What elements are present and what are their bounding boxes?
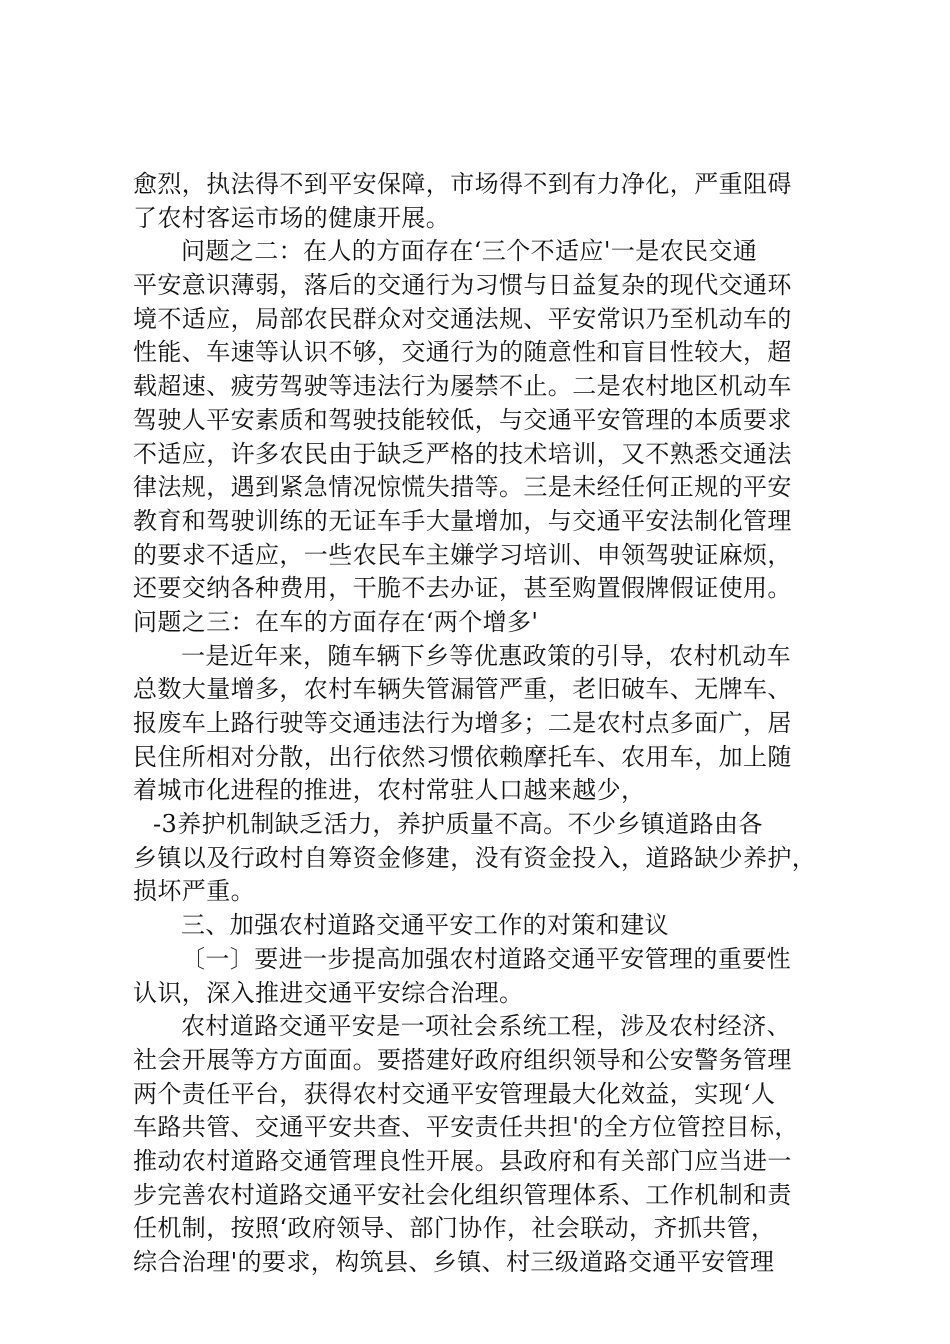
text-line: 报废车上路行驶等交通违法行为增多；二是农村点多面广，居 <box>133 709 792 737</box>
text-line: 着城市化进程的推进，农村常驻人口越来越少， <box>133 776 646 805</box>
text-line: 性能、车速等认识不够，交通行为的随意性和盲目性较大，超 <box>133 338 792 367</box>
text-line: 的要求不适应，一些农民车主嫌学习培训、申领驾驶证麻烦， <box>133 540 792 569</box>
text-line: 载超速、疲劳驾驶等违法行为屡禁不止。二是农村地区机动车 <box>133 372 792 401</box>
text-line: 平安意识薄弱，落后的交通行为习惯与日益复杂的现代交通环 <box>133 271 792 300</box>
text-line: 驾驶人平安素质和驾驶技能较低，与交通平安管理的本质要求 <box>133 405 792 434</box>
text-line: 综合治理'的要求，构筑县、乡镇、村三级道路交通平安管理 <box>133 1248 775 1276</box>
text-line: 任机制，按照‘政府领导、部门协作，社会联动，齐抓共管， <box>133 1214 776 1243</box>
text-line: 社会开展等方方面面。要搭建好政府组织领导和公安警务管理 <box>133 1045 792 1074</box>
text-line: 了农村客运市场的健康开展。 <box>133 203 451 232</box>
subsection-heading-line: 〔一〕要进一步提高加强农村道路交通平安管理的重要性 <box>181 944 791 973</box>
paragraph-start-line: 问题之二：在人的方面存在‘三个不适应'一是农民交通 <box>181 237 758 266</box>
text-line: 总数大量增多，农村车辆失管漏管严重，老旧破车、无牌车、 <box>133 675 792 704</box>
text-line: 车路共管、交通平安共查、平安责任共担'的全方位管控目标， <box>133 1113 799 1142</box>
paragraph-start-line: 一是近年来，随车辆下乡等优惠政策的引导，农村机动车 <box>181 641 791 670</box>
section-heading-line: 问题之三：在车的方面存在‘两个增多' <box>133 607 539 636</box>
text-line: 乡镇以及行政村自筹资金修建，没有资金投入，道路缺少养护， <box>133 843 817 872</box>
text-line: 还要交纳各种费用，干脆不去办证，甚至购置假牌假证使用。 <box>133 574 792 603</box>
text-line: 不适应，许多农民由于缺乏严格的技术培训，又不熟悉交通法 <box>133 439 792 468</box>
text-line: 推动农村道路交通管理良性开展。县政府和有关部门应当进一 <box>133 1146 792 1175</box>
paragraph-start-line: 农村道路交通平安是一项社会系统工程，涉及农村经济、 <box>181 1012 791 1041</box>
text-line: 境不适应，局部农民群众对交通法规、平安常识乃至机动车的 <box>133 304 792 333</box>
text-line: 民住所相对分散，出行依然习惯依赖摩托车、农用车，加上随 <box>133 742 792 771</box>
text-line: 律法规，遇到紧急情况惊慌失措等。三是未经任何正规的平安 <box>133 473 792 502</box>
paragraph-start-line: -3养护机制缺乏活力，养护质量不高。不少乡镇道路由各 <box>153 810 763 839</box>
text-line: 认识，深入推进交通平安综合治理。 <box>133 978 524 1007</box>
document-body <box>133 168 823 1280</box>
text-line: 损坏严重。 <box>133 877 255 906</box>
text-line: 步完善农村道路交通平安社会化组织管理体系、工作机制和责 <box>133 1180 792 1209</box>
section-heading-line: 三、加强农村道路交通平安工作的对策和建议 <box>181 911 669 940</box>
text-line: 两个责任平台，获得农村交通平安管理最大化效益，实现‘人 <box>133 1079 776 1108</box>
text-line: 教育和驾驶训练的无证车手大量增加，与交通平安法制化管理 <box>133 506 792 535</box>
text-line: 愈烈，执法得不到平安保障，市场得不到有力净化，严重阻碍 <box>133 170 792 198</box>
